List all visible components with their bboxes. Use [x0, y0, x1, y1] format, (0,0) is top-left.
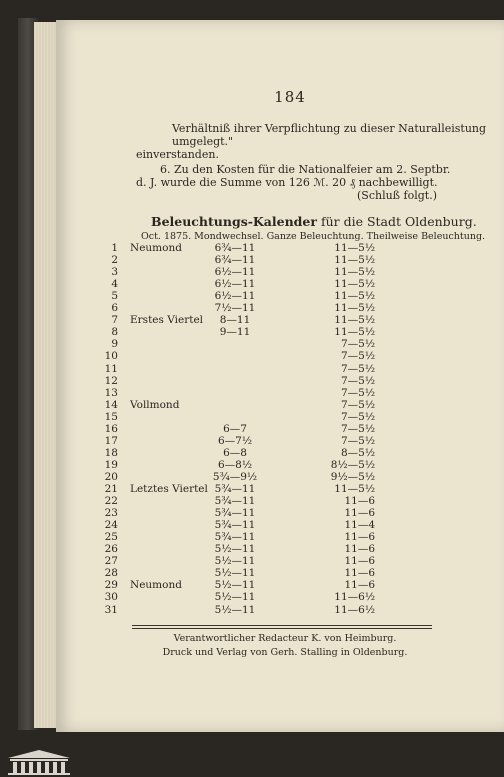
full-lighting-cell: 5½—11 — [214, 579, 256, 592]
partial-lighting-cell: 11—5½ — [334, 242, 375, 254]
day-cell: 6 — [111, 302, 118, 315]
calendar-row — [0, 555, 448, 567]
day-cell: 14 — [104, 398, 118, 411]
full-lighting-cell: 5¾—11 — [214, 531, 256, 544]
moon-phase-cell: Neumond — [130, 579, 182, 592]
calendar-row — [0, 254, 448, 266]
partial-lighting-cell: 11—5½ — [334, 314, 375, 327]
calendar-row — [0, 278, 448, 290]
partial-lighting-cell: 7—5½ — [340, 350, 375, 363]
day-cell: 4 — [111, 278, 118, 291]
calendar-row — [0, 314, 448, 326]
intro-line-4: 6. Zu den Kosten für die Nationalfeier am 2. Septbr. — [160, 163, 451, 176]
intro-line-5: d. J. wurde die Summe von 126 ℳ. 20 ₰ nachbewilligt. — [136, 176, 438, 189]
day-cell: 30 — [104, 591, 118, 604]
day-cell: 3 — [111, 266, 118, 279]
calendar-row — [0, 567, 448, 579]
partial-lighting-cell: 11—5½ — [334, 290, 375, 303]
partial-lighting-cell: 7—5½ — [340, 386, 375, 399]
calendar-row — [0, 411, 448, 423]
calendar-row — [0, 338, 448, 350]
calendar-row — [0, 326, 448, 338]
full-lighting-cell: 5¾—11 — [214, 495, 256, 508]
calendar-row — [0, 302, 448, 314]
full-lighting-cell: 5½—11 — [214, 543, 256, 556]
partial-lighting-cell: 11—6 — [344, 495, 375, 508]
day-cell: 13 — [104, 386, 118, 399]
intro-line-3: einverstanden. — [136, 148, 219, 161]
partial-lighting-cell: 7—5½ — [340, 338, 375, 351]
partial-lighting-cell: 11—6½ — [334, 603, 375, 616]
partial-lighting-cell: 11—5½ — [334, 254, 375, 267]
full-lighting-cell: 5½—11 — [214, 591, 256, 604]
calendar-row — [0, 483, 448, 495]
full-lighting-cell: 5¾—11 — [214, 507, 256, 520]
day-cell: 15 — [104, 410, 118, 423]
full-lighting-cell: 6¾—11 — [214, 254, 256, 267]
partial-lighting-cell: 11—5½ — [334, 483, 375, 495]
full-lighting-cell: 5¾—11 — [214, 519, 256, 532]
calendar-row — [0, 495, 448, 507]
day-cell: 18 — [104, 446, 118, 459]
divider-rule-thin — [132, 628, 432, 629]
day-cell: 16 — [104, 422, 118, 435]
day-cell: 19 — [104, 458, 118, 471]
partial-lighting-cell: 11—4 — [344, 519, 375, 532]
library-logo — [4, 748, 74, 776]
day-cell: 31 — [104, 603, 118, 616]
calendar-row — [0, 531, 448, 543]
partial-lighting-cell: 8½—5½ — [330, 458, 375, 471]
calendar-row — [0, 350, 448, 362]
calendar-title — [151, 214, 477, 229]
full-lighting-cell: 5½—11 — [214, 567, 256, 580]
day-cell: 7 — [111, 314, 118, 327]
partial-lighting-cell: 11—5½ — [334, 326, 375, 339]
intro-line-1: Verhältniß ihrer Verpflichtung zu dieser Naturalleistung — [172, 122, 487, 135]
full-lighting-cell: 6—8 — [223, 446, 247, 459]
full-lighting-cell: 8—11 — [219, 314, 251, 327]
calendar-row — [0, 447, 448, 459]
day-cell: 1 — [111, 242, 118, 254]
full-lighting-cell: 6¾—11 — [214, 242, 256, 254]
calendar-row — [0, 290, 448, 302]
calendar-row — [0, 435, 448, 447]
calendar-row — [0, 459, 448, 471]
calendar-row — [0, 471, 448, 483]
calendar-row — [0, 423, 448, 435]
day-cell: 20 — [104, 470, 118, 483]
partial-lighting-cell: 11—6 — [344, 543, 375, 556]
calendar-row — [0, 591, 448, 603]
partial-lighting-cell: 7—5½ — [340, 362, 375, 375]
moon-phase-cell: Letztes Viertel — [130, 483, 208, 495]
day-cell: 2 — [111, 254, 118, 267]
day-cell: 22 — [104, 495, 118, 508]
full-lighting-cell: 6—8½ — [217, 458, 253, 471]
calendar-row — [0, 579, 448, 591]
calendar-row — [0, 375, 448, 387]
partial-lighting-cell: 11—5½ — [334, 302, 375, 315]
partial-lighting-cell: 7—5½ — [340, 422, 375, 435]
partial-lighting-cell: 8—5½ — [340, 446, 375, 459]
day-cell: 26 — [104, 543, 118, 556]
partial-lighting-cell: 11—6 — [344, 579, 375, 592]
calendar-row — [0, 519, 448, 531]
printer-line: Druck und Verlag von Gerh. Stalling in Oldenburg. — [162, 647, 408, 658]
calendar-row — [0, 604, 448, 616]
full-lighting-cell: 5½—11 — [214, 603, 256, 616]
day-cell: 24 — [104, 519, 118, 532]
scan-footer — [0, 744, 504, 777]
day-cell: 12 — [104, 374, 118, 387]
page-number: 184 — [274, 88, 306, 106]
day-cell: 21 — [104, 483, 118, 495]
calendar-title-bold: Beleuchtungs-Kalender — [151, 214, 317, 229]
partial-lighting-cell: 11—6 — [344, 507, 375, 520]
day-cell: 9 — [111, 338, 118, 351]
intro-line-2: umgelegt." — [172, 135, 234, 148]
full-lighting-cell: 5¾—9½ — [212, 470, 258, 483]
day-cell: 5 — [111, 290, 118, 303]
partial-lighting-cell: 9½—5½ — [330, 470, 375, 483]
full-lighting-cell: 5½—11 — [214, 555, 256, 568]
divider-rule — [132, 625, 432, 626]
partial-lighting-cell: 7—5½ — [340, 434, 375, 447]
partial-lighting-cell: 11—6 — [344, 555, 375, 568]
day-cell: 23 — [104, 507, 118, 520]
partial-lighting-cell: 7—5½ — [340, 410, 375, 423]
partial-lighting-cell: 11—5½ — [334, 266, 375, 279]
day-cell: 17 — [104, 434, 118, 447]
calendar-row — [0, 399, 448, 411]
full-lighting-cell: 7½—11 — [214, 302, 256, 315]
partial-lighting-cell: 7—5½ — [340, 398, 375, 411]
calendar-row — [0, 266, 448, 278]
day-cell: 8 — [111, 326, 118, 339]
day-cell: 10 — [104, 350, 118, 363]
moon-phase-cell: Erstes Viertel — [130, 314, 204, 327]
calendar-row — [0, 387, 448, 399]
calendar-title-rest: für die Stadt Oldenburg. — [320, 214, 477, 229]
full-lighting-cell: 6—7 — [223, 422, 247, 435]
partial-lighting-cell: 11—6 — [344, 567, 375, 580]
day-cell: 25 — [104, 531, 118, 544]
full-lighting-cell: 6½—11 — [214, 266, 256, 279]
full-lighting-cell: 5¾—11 — [214, 483, 256, 495]
moon-phase-cell: Vollmond — [130, 398, 180, 411]
editor-line: Verantwortlicher Redacteur K. von Heimburg. — [173, 633, 397, 644]
day-cell: 27 — [104, 555, 118, 568]
full-lighting-cell: 6—7½ — [217, 434, 253, 447]
partial-lighting-cell: 11—5½ — [334, 278, 375, 291]
day-cell: 29 — [104, 579, 118, 592]
full-lighting-cell: 6½—11 — [214, 278, 256, 291]
calendar-row — [0, 363, 448, 375]
calendar-row — [0, 543, 448, 555]
full-lighting-cell: 9—11 — [219, 326, 251, 339]
full-lighting-cell: 6½—11 — [214, 290, 256, 303]
partial-lighting-cell: 11—6 — [344, 531, 375, 544]
calendar-row — [0, 242, 448, 254]
calendar-row — [0, 507, 448, 519]
intro-line-6: (Schluß folgt.) — [357, 189, 437, 202]
partial-lighting-cell: 11—6½ — [334, 591, 375, 604]
moon-phase-cell: Neumond — [130, 242, 182, 254]
partial-lighting-cell: 7—5½ — [340, 374, 375, 387]
calendar-column-header: Oct. 1875. Mondwechsel. Ganze Beleuchtung. Theilweise Beleuchtung. — [141, 231, 486, 242]
day-cell: 11 — [104, 362, 118, 375]
day-cell: 28 — [104, 567, 118, 580]
